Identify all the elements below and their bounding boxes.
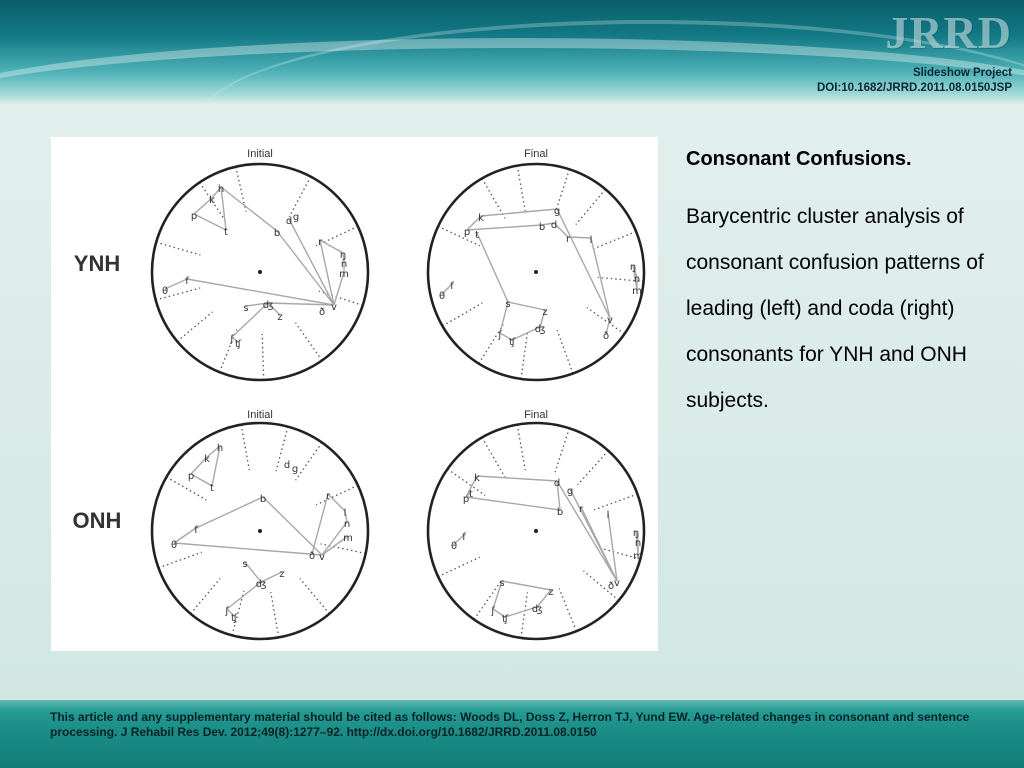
consonant-label: n [634, 538, 642, 549]
consonant-label: l [606, 510, 610, 521]
consonant-label: ʤ [531, 604, 543, 615]
sector-divider [587, 308, 625, 334]
sector-divider [177, 312, 212, 342]
consonant-label: k [474, 473, 480, 484]
cluster-edge [221, 187, 277, 231]
sector-divider [517, 166, 525, 211]
panel-title: Initial [247, 148, 273, 160]
consonant-label: ð [602, 331, 610, 342]
consonant-label: n [633, 274, 641, 285]
footer-bar [0, 700, 1024, 768]
consonant-label: k [209, 195, 215, 206]
sector-divider [577, 451, 608, 485]
consonant-label: m [632, 286, 642, 297]
consonant-label: v [607, 315, 613, 326]
barycentric-figure [51, 137, 658, 651]
cluster-edge [174, 528, 196, 543]
cluster-edge [174, 543, 322, 555]
sector-divider [557, 330, 573, 373]
consonant-label: l [589, 235, 593, 246]
panel-onh-final [428, 409, 644, 639]
cluster-edge [502, 581, 551, 590]
consonant-label: b [259, 494, 267, 505]
consonant-label: ʃ [225, 606, 229, 617]
consonant-label: b [538, 222, 546, 233]
sector-divider [555, 428, 569, 472]
barycenter-dot [534, 270, 538, 274]
panel-ynh-final [428, 148, 644, 380]
consonant-label: ʧ [501, 614, 509, 625]
consonant-label: m [339, 269, 349, 280]
row-label-ynh: YNH [73, 251, 121, 276]
consonant-label: θ [450, 541, 458, 552]
consonant-label: r [317, 237, 323, 248]
sector-divider [593, 232, 636, 249]
consonant-label: z [548, 587, 554, 598]
consonant-label: ð [607, 581, 615, 592]
consonant-label: l [343, 508, 347, 519]
barycenter-dot [258, 529, 262, 533]
consonant-label: f [194, 525, 198, 536]
consonant-label: ŋ [632, 528, 640, 539]
sector-divider [166, 477, 206, 500]
header-banner [0, 0, 1024, 104]
sector-divider [521, 333, 527, 379]
sector-divider [474, 582, 500, 620]
consonant-label: ʧ [230, 613, 238, 624]
sector-divider [296, 323, 322, 361]
header-meta [817, 66, 1012, 96]
consonant-label: m [343, 533, 353, 544]
consonant-label: p [463, 227, 471, 238]
cluster-edge [263, 497, 322, 555]
consonant-label: k [204, 454, 210, 465]
cluster-edge [466, 497, 560, 510]
consonant-label: p [462, 494, 470, 505]
sector-divider [594, 494, 637, 510]
consonant-label: z [542, 307, 548, 318]
caption-panel [686, 144, 996, 424]
consonant-label: r [578, 504, 584, 515]
consonant-label: h [216, 443, 224, 454]
consonant-label: ʤ [262, 300, 274, 311]
sector-divider [271, 592, 279, 637]
consonant-label: h [217, 184, 225, 195]
consonant-label: ʧ [508, 337, 516, 348]
consonant-label: m [633, 551, 643, 562]
consonant-label: ŋ [629, 262, 637, 273]
cluster-edge [477, 476, 557, 481]
sector-divider [296, 443, 322, 481]
sector-divider [438, 557, 480, 576]
cluster-edge [196, 497, 263, 528]
consonant-label: θ [161, 286, 169, 297]
cluster-edge [165, 279, 187, 289]
consonant-label: ð [308, 551, 316, 562]
panel-title: Final [524, 409, 548, 421]
panel-title: Final [524, 148, 548, 160]
consonant-label: b [273, 228, 281, 239]
consonant-label: g [566, 486, 574, 497]
sector-divider [316, 485, 358, 504]
consonant-label: ʤ [534, 324, 546, 335]
consonant-label: k [478, 213, 484, 224]
consonant-label: θ [438, 291, 446, 302]
consonant-label: g [553, 206, 561, 217]
sector-divider [159, 552, 202, 568]
consonant-label: t [210, 483, 214, 494]
cluster-edge [289, 219, 334, 305]
sector-divider [482, 178, 505, 218]
panel-ynh-initial [152, 148, 368, 380]
sector-divider [191, 578, 221, 613]
cluster-edge [557, 209, 610, 318]
project-label: Slideshow Project [912, 67, 1012, 79]
consonant-label: g [292, 212, 300, 223]
consonant-label: t [224, 227, 228, 238]
consonant-label: v [331, 302, 337, 313]
cluster-edge [187, 279, 334, 305]
consonant-label: n [340, 259, 348, 270]
consonant-label: z [279, 569, 285, 580]
footer-glow [0, 700, 1024, 710]
sector-divider [316, 226, 358, 245]
sector-divider [156, 242, 200, 255]
consonant-label: s [499, 578, 505, 589]
consonant-label: n [343, 519, 351, 530]
panels-layer [152, 148, 644, 639]
consonant-label: s [242, 559, 248, 570]
row-label-onh: ONH [72, 508, 122, 533]
cluster-edge [481, 209, 557, 216]
cluster-edge [477, 233, 508, 302]
consonant-label: s [505, 299, 511, 310]
sector-divider [482, 437, 505, 477]
slide-body: Barycentric cluster analysis of consonant confusion patterns of leading (left) and coda (right) consonants for YNH and ONH subjects. [686, 205, 984, 412]
consonant-label: d [283, 460, 291, 471]
slide-title: Consonant Confusions. [686, 148, 912, 170]
consonant-label: f [462, 532, 466, 543]
consonant-label: ʤ [255, 579, 267, 590]
consonant-label: d [285, 216, 293, 227]
consonant-label: ʃ [498, 330, 502, 341]
sector-divider [300, 578, 330, 613]
consonant-label: f [185, 276, 189, 287]
cluster-edge [508, 302, 545, 310]
panel-onh-initial [152, 409, 368, 639]
consonant-label: ŋ [339, 250, 347, 261]
consonant-label: t [475, 230, 479, 241]
cluster-edge [328, 494, 345, 511]
sector-divider [517, 425, 525, 470]
consonant-label: p [190, 211, 198, 222]
citation-text: This article and any supplementary material should be cited as follows: Woods DL, Doss Z, Herron TJ, Yund EW. Age-related changes in consonant and sentence processing. J Rehabil Res Dev. 2012;49(8):1277–92. http://dx.doi.org/10.1682/JRRD.2011.08.0150 [50, 710, 970, 739]
barycenter-dot [258, 270, 262, 274]
consonant-label: d [553, 478, 561, 489]
sector-divider [262, 334, 264, 380]
consonant-label: θ [170, 540, 178, 551]
panel-title: Initial [247, 409, 273, 421]
sector-divider [521, 592, 527, 638]
sector-divider [559, 588, 576, 631]
consonant-label: z [277, 312, 283, 323]
consonant-label: s [243, 303, 249, 314]
journal-logo: JRRD [885, 7, 1012, 58]
consonant-label: r [325, 491, 331, 502]
consonant-label: p [187, 471, 195, 482]
sector-divider [576, 189, 606, 224]
cluster-edge [194, 214, 226, 230]
doi-label: DOI:10.1682/JRRD.2011.08.0150JSP [817, 82, 1012, 94]
barycenter-dot [534, 529, 538, 533]
consonant-label: t [469, 489, 473, 500]
consonant-label: f [450, 281, 454, 292]
consonant-label: g [291, 464, 299, 475]
consonant-label: ʃ [491, 606, 495, 617]
sector-divider [442, 303, 482, 326]
consonant-label: b [556, 507, 564, 518]
consonant-label: v [319, 552, 325, 563]
consonant-label: ʃ [230, 334, 234, 345]
consonant-label: r [565, 234, 571, 245]
figure-panel [51, 137, 658, 651]
consonant-label: ʧ [234, 339, 242, 350]
consonant-label: d [550, 220, 558, 231]
sector-divider [241, 425, 249, 470]
consonant-label: v [614, 578, 620, 589]
consonant-label: ð [318, 307, 326, 318]
